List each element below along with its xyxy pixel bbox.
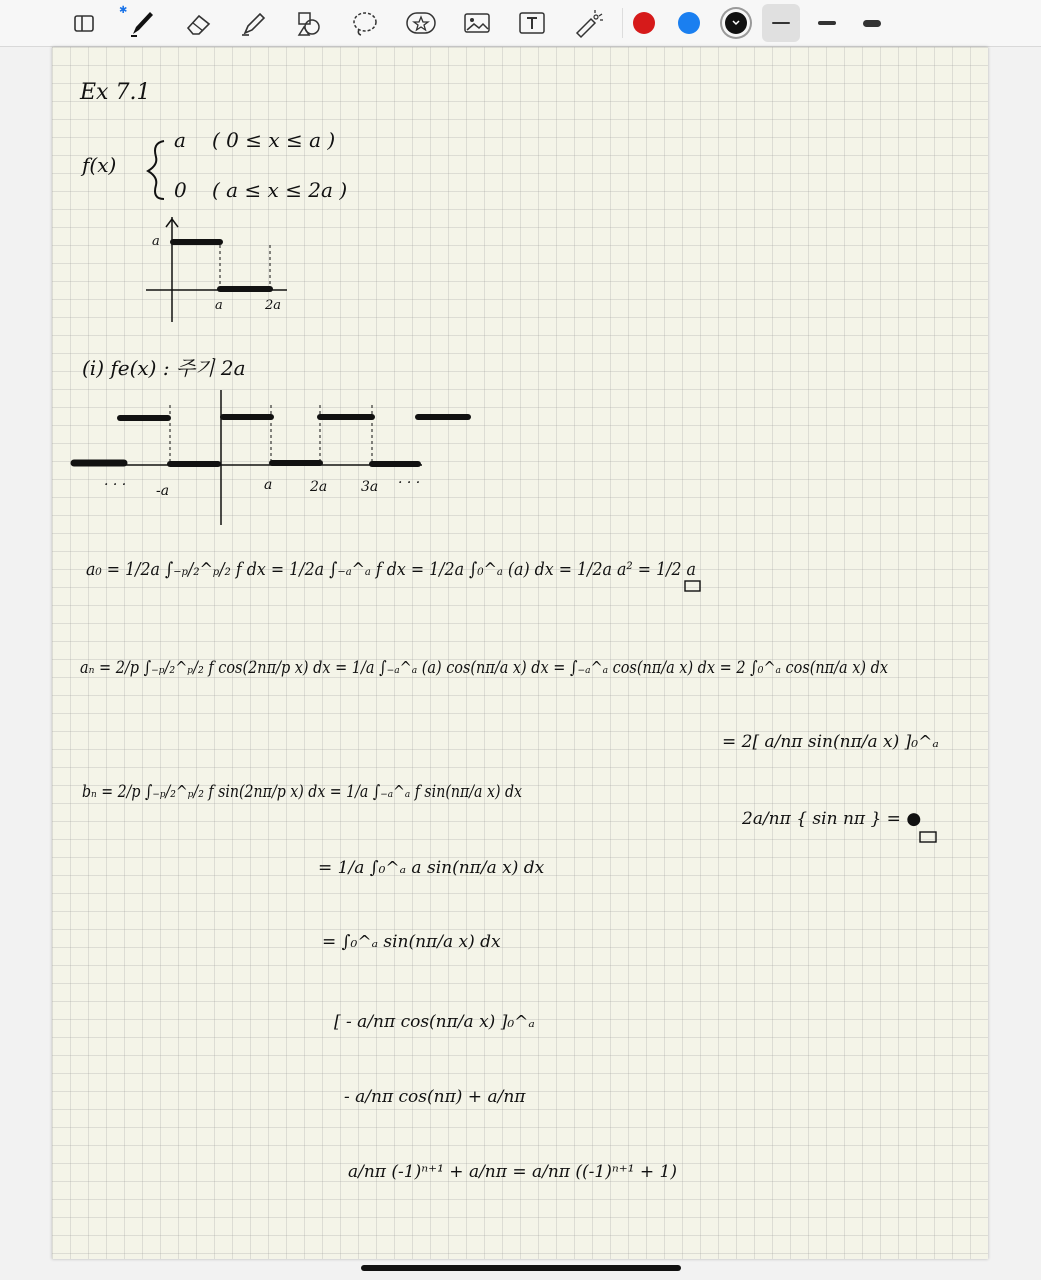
case2-condition: ( a ≤ x ≤ 2a ) (212, 178, 348, 202)
highlighter-icon[interactable] (233, 4, 273, 42)
bn-step-6: a/nπ (-1)ⁿ⁺¹ + a/nπ = a/nπ ((-1)ⁿ⁺¹ + 1) (348, 1162, 678, 1182)
a0-derivation: a₀ = 1/2a ∫₋ₚ/₂^ₚ/₂ f dx = 1/2a ∫₋ₐ^ₐ f dx = 1/2a ∫₀^ₐ (a) dx = 1/2a a² = 1/2 a (86, 559, 696, 580)
graph2-tick-2a: 2a (310, 479, 328, 495)
stroke-width-medium[interactable] (808, 4, 846, 42)
part-i-heading: (i) fe(x) : 주기 2a (82, 356, 246, 380)
toolbar-divider (622, 8, 623, 38)
eraser-icon[interactable] (178, 4, 218, 42)
color-swatch-black[interactable] (725, 12, 747, 34)
color-swatch-red[interactable] (633, 12, 655, 34)
stroke-width-thick[interactable] (853, 4, 891, 42)
qed-box-a0 (685, 581, 700, 591)
laser-pointer-icon[interactable] (568, 4, 608, 42)
bn-step-5: - a/nπ cos(nπ) + a/nπ (344, 1087, 526, 1107)
graph-original-function (146, 217, 287, 322)
pen-icon[interactable] (122, 4, 162, 42)
image-icon[interactable] (457, 4, 497, 42)
an-derivation: aₙ = 2/p ∫₋ₚ/₂^ₚ/₂ f cos(2nπ/p x) dx = 1/a ∫₋ₐ^ₐ (a) cos(nπ/a x) dx = ∫₋ₐ^ₐ cos(nπ/a x) dx = 2 ∫₀^ₐ cos(nπ/a x) dx (80, 658, 889, 678)
shapes-icon[interactable] (289, 4, 329, 42)
sticker-icon[interactable] (401, 4, 441, 42)
function-label: f(x) (82, 153, 117, 177)
case1-value: a (174, 128, 186, 152)
qed-box-an (920, 832, 936, 842)
an-step-2: = 2[ a/nπ sin(nπ/a x) ]₀^ₐ (722, 732, 939, 752)
graph2-tick-a: a (264, 477, 273, 493)
chevron-down-icon (731, 19, 741, 27)
an-step-3: 2a/nπ { sin nπ } = ● (742, 809, 922, 829)
handwriting-canvas (52, 47, 988, 1259)
lasso-icon[interactable] (345, 4, 385, 42)
bn-step-2: = 1/a ∫₀^ₐ a sin(nπ/a x) dx (318, 858, 545, 878)
graph2-dots-right: · · · (398, 475, 421, 491)
bn-step-4: [ - a/nπ cos(nπ/a x) ]₀^ₐ (334, 1012, 535, 1032)
stroke-width-thin[interactable] (762, 4, 800, 42)
graph-even-extension (72, 390, 468, 525)
graph2-dots-left: · · · (104, 477, 127, 493)
note-page[interactable] (52, 47, 988, 1259)
bluetooth-icon: ✱ (119, 5, 128, 16)
case1-condition: ( 0 ≤ x ≤ a ) (212, 128, 336, 152)
graph2-tick-neg-a: -a (156, 483, 170, 499)
bn-derivation: bₙ = 2/p ∫₋ₚ/₂^ₚ/₂ f sin(2nπ/p x) dx = 1/a ∫₋ₐ^ₐ f sin(nπ/a x) dx (82, 782, 523, 802)
note-title: Ex 7.1 (80, 80, 151, 105)
bn-step-3: = ∫₀^ₐ sin(nπ/a x) dx (322, 932, 501, 952)
brace-mark (148, 141, 164, 199)
pages-icon[interactable] (64, 4, 104, 42)
toolbar (0, 0, 1041, 47)
home-indicator[interactable] (361, 1265, 681, 1271)
graph1-x-tick-2a: 2a (265, 298, 282, 313)
case2-value: 0 (174, 178, 187, 202)
color-swatch-blue[interactable] (678, 12, 700, 34)
graph2-tick-3a: 3a (361, 479, 379, 495)
graph1-y-tick: a (152, 234, 160, 249)
graph1-x-tick-a: a (215, 298, 223, 313)
text-tool-icon[interactable] (512, 4, 552, 42)
